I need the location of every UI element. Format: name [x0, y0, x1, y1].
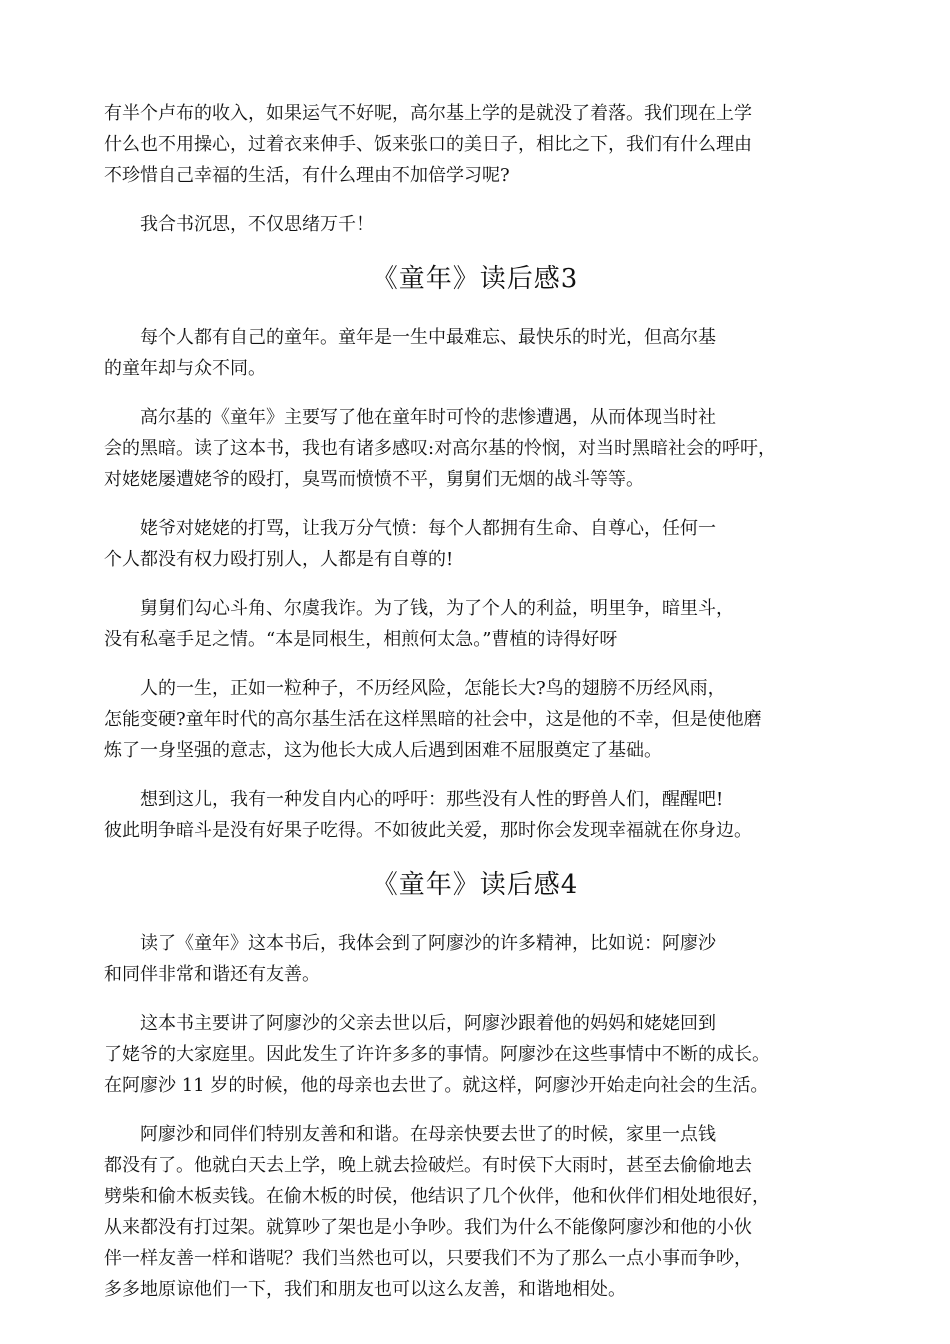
paragraph: 这本书主要讲了阿廖沙的父亲去世以后，阿廖沙跟着他的妈妈和姥姥回到 了姥爷的大家庭里。因此发生了许许多多的事情。阿廖沙在这些事情中不断的成长。 在阿廖沙 11 岁的时候，他的母亲也去世了。就这样，阿廖沙开始走向社会的生活。 [104, 1013, 770, 1096]
paragraph: 读了《童年》这本书后，我体会到了阿廖沙的许多精神，比如说：阿廖沙 和同伴非常和谐还有友善。 [104, 933, 716, 985]
section-title-4: 《童年》读后感4 [371, 870, 579, 900]
document-page [104, 98, 846, 1323]
paragraph: 每个人都有自己的童年。童年是一生中最难忘、最快乐的时光，但高尔基 的童年却与众不同。 [104, 327, 716, 379]
paragraph: 高尔基的《童年》主要写了他在童年时可怜的悲惨遭遇，从而体现当时社 会的黑暗。读了这本书，我也有诸多感叹:对高尔基的怜悯，对当时黑暗社会的呼吁， 对姥姥屡遭姥爷的殴打，臭骂而愤愤不平，舅舅们无烟的战斗等等。 [104, 407, 777, 490]
paragraph: 姥爷对姥姥的打骂，让我万分气愤：每个人都拥有生命、自尊心，任何一 个人都没有权力殴打别人，人都是有自尊的! [104, 518, 716, 570]
paragraph-continuation: 有半个卢布的收入，如果运气不好呢，高尔基上学的是就没了着落。我们现在上学 什么也不用操心，过着衣来伸手、饭来张口的美日子，相比之下，我们有什么理由 不珍惜自己幸福的生活，有什么理由不加倍学习呢? [104, 103, 752, 186]
paragraph: 舅舅们勾心斗角、尔虞我诈。为了钱，为了个人的利益，明里争，暗里斗， 没有私毫手足之情。“本是同根生，相煎何太急。”曹植的诗得好呀 [104, 598, 734, 650]
paragraph: 阿廖沙和同伴们特别友善和和谐。在母亲快要去世了的时候，家里一点钱 都没有了。他就白天去上学，晚上就去捡破烂。有时侯下大雨时，甚至去偷偷地去 劈柴和偷木板卖钱。在偷木板的时侯，他结识了几个伙伴，他和伙伴们相处地很好， 从来都没有打过架。就算吵了架也是小争吵。我们为什么不能像阿廖沙和他的小伙 伴一样友善一样和谐呢？我们当然也可以，只要我们不为了那么一点小事而争吵， 多多地原谅他们一下，我们和朋友也可以这么友善，和谐地相处。 [104, 1124, 770, 1300]
paragraph-closing: 我合书沉思，不仅思绪万千！ [140, 214, 374, 235]
section-title-3: 《童年》读后感3 [371, 264, 579, 294]
paragraph: 想到这儿，我有一种发自内心的呼吁：那些没有人性的野兽人们，醒醒吧! 彼此明争暗斗是没有好果子吃得。不如彼此关爱，那时你会发现幸福就在你身边。 [104, 789, 752, 841]
paragraph: 人的一生，正如一粒种子，不历经风险，怎能长大?鸟的翅膀不历经风雨， 怎能变硬?童年时代的高尔基生活在这样黑暗的社会中，这是他的不幸，但是使他磨 炼了一身坚强的意志，这为他长大成人后遇到困难不屈服奠定了基础。 [104, 678, 762, 761]
